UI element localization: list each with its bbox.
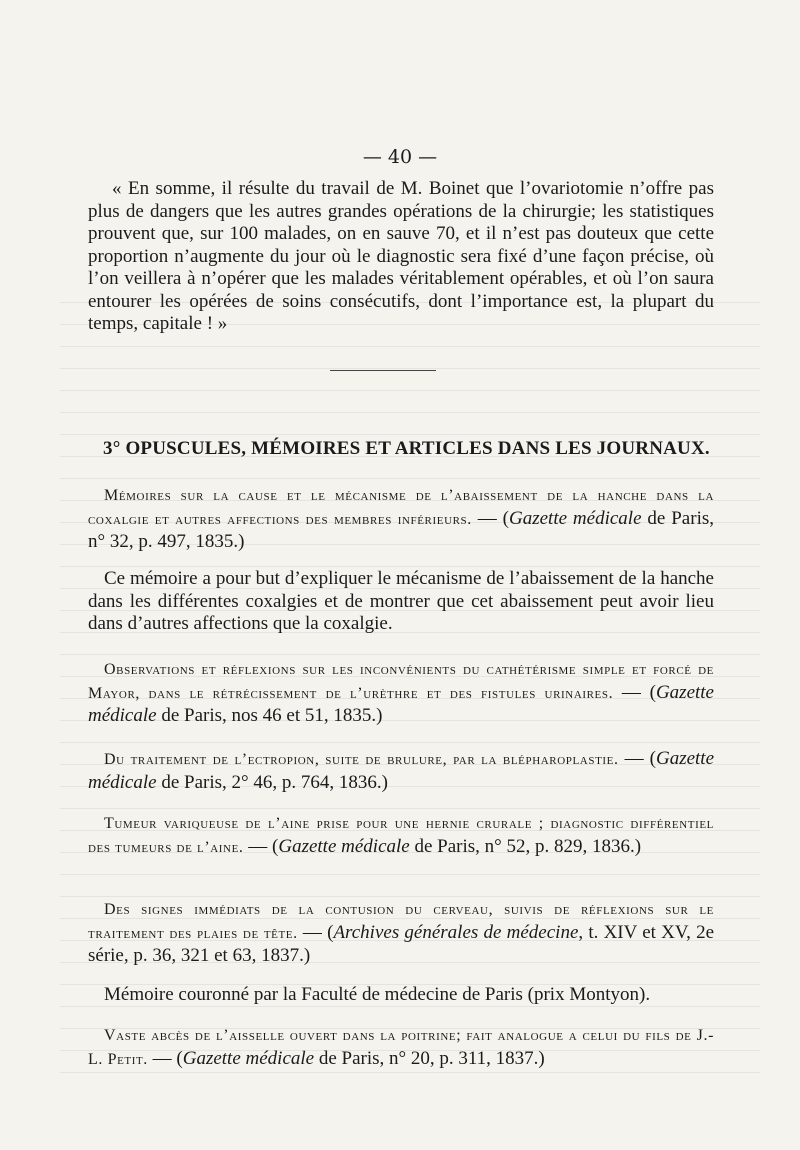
- bibliography-entry: [88, 484, 714, 554]
- journal-name: Gazette médicale: [88, 681, 714, 726]
- section-heading: 3° OPUSCULES, MÉMOIRES ET ARTICLES DANS LES JOURNAUX.: [103, 438, 710, 459]
- entry-title: Du traitement de l’ectropion, suite de brulure, par la blépharoplastie.: [104, 751, 619, 768]
- quote-paragraph: « En somme, il résulte du travail de M. Boinet que l’ovariotomie n’offre pas plus de dangers que les autres grandes opérations de la chirurgie; les statistiques prouvent que, sur 100 malades, on en sauve 70, et il n’est pas douteux que cette proportion n’augmente du jour où le diagnostic sera fixé d’une façon précise, où l’on veillera à n’opérer que les malades véritablement opérables, et où l’on saura entourer les opérées de soins consécutifs, dont l’importance est, la plupart du temps, capitale ! »: [88, 178, 714, 334]
- entry-title: Mémoires sur la cause et le mécanisme de l’abaissement de la hanche dans la coxalgie et autres affections des membres inférieurs.: [88, 487, 714, 528]
- bibliography-entry: [88, 898, 714, 968]
- journal-name: Gazette médicale: [182, 1047, 315, 1069]
- entry-dash: — (: [243, 835, 279, 857]
- entry-title: Observations et réflexions sur les inconvénients du cathétérisme simple et forcé de Mayor, dans le rétrécissement de l’urèthre et des fistules urinaires.: [88, 661, 714, 702]
- entry-reference: de Paris, n° 20, p. 311, 1837.): [314, 1047, 545, 1069]
- journal-name: Gazette médicale: [509, 507, 642, 529]
- entry-description: Mémoire couronné par la Faculté de médecine de Paris (prix Montyon).: [104, 984, 651, 1005]
- entry-dash: — (: [147, 1047, 183, 1069]
- journal-name: Archives générales de médecine: [333, 921, 579, 943]
- bibliography-entry: [88, 748, 714, 794]
- entry-dash: — (: [618, 748, 656, 769]
- entry-title: Des signes immédiats de la contusion du cerveau, suivis de réflexions sur le traitement des plaies de tête.: [88, 901, 714, 942]
- bibliography-entry: [88, 812, 714, 859]
- journal-name: Gazette médicale: [88, 748, 715, 793]
- entry-dash: — (: [471, 507, 509, 529]
- entry-reference: de Paris, n° 52, p. 829, 1836.): [409, 835, 642, 857]
- journal-name: Gazette médicale: [278, 835, 410, 857]
- bibliography-entry: [88, 1024, 714, 1071]
- entry-reference: de Paris, 2° 46, p. 764, 1836.): [156, 771, 388, 793]
- entry-reference: , t. XIV et XV, 2e série, p. 36, 321 et 63, 1837.): [88, 921, 715, 966]
- entry-reference: de Paris, nos 46 et 51, 1835.): [156, 705, 383, 726]
- separator-rule: [330, 370, 436, 371]
- page-number: — 40 —: [362, 146, 438, 168]
- entry-description: Ce mémoire a pour but d’expliquer le mécanisme de l’abaissement de la hanche dans les différentes coxalgies et de montrer que cet abaissement peut avoir lieu dans d’autres affections que la coxalgie.: [88, 568, 714, 634]
- entry-dash: — (: [613, 681, 656, 703]
- entry-title: Vaste abcès de l’aisselle ouvert dans la poitrine; fait analogue a celui du fils de J.-L. Petit.: [88, 1027, 714, 1068]
- entry-title: Tumeur variqueuse de l’aine prise pour une hernie crurale ; diagnostic différentiel des tumeurs de l’aine.: [88, 815, 714, 856]
- bibliography-entry: [88, 658, 714, 728]
- entry-reference: de Paris, n° 32, p. 497, 1835.): [88, 507, 714, 552]
- entry-dash: — (: [297, 921, 334, 943]
